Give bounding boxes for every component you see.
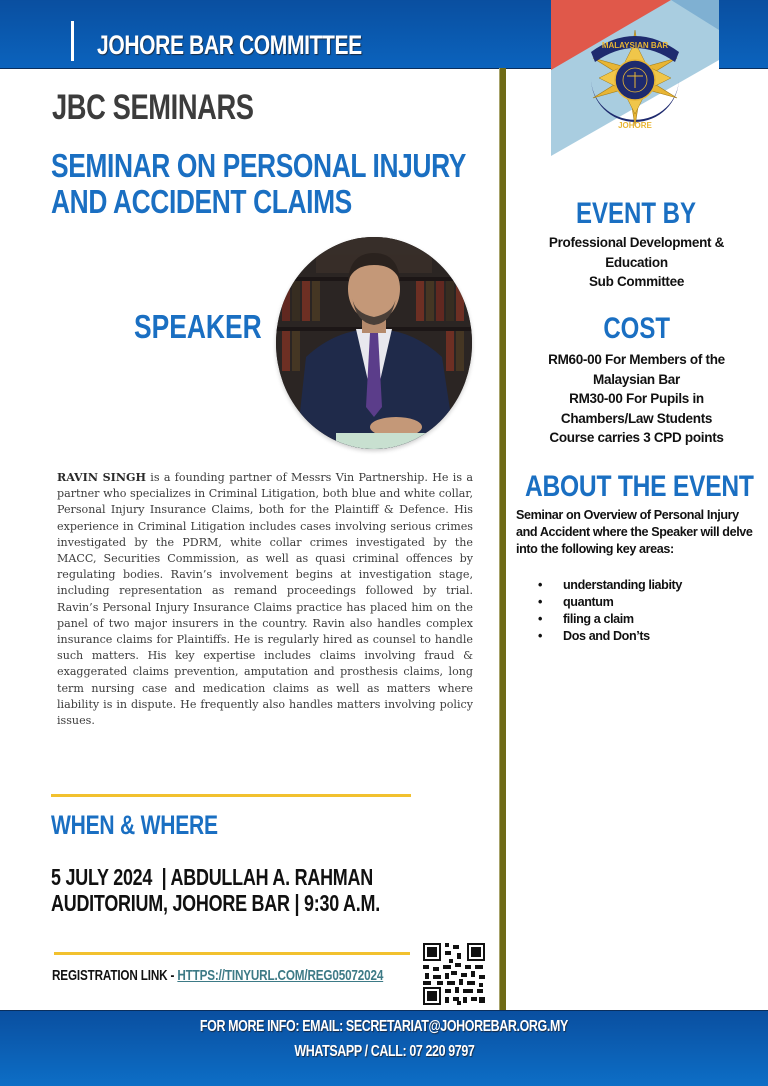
list-item-text: Dos and Don’ts xyxy=(563,629,650,643)
about-event-text: Seminar on Overview of Personal Injury and Accident where the Speaker will delve into the following key areas: xyxy=(516,508,753,556)
cost-title xyxy=(505,312,768,346)
speaker-photo xyxy=(276,237,472,449)
event-by-line: Professional Development & xyxy=(548,235,725,250)
qr-code-icon[interactable] xyxy=(421,941,487,1007)
seminar-title-line-1: SEMINAR ON PERSONAL INJURY xyxy=(51,147,466,184)
cost-line: RM60-00 For Members of the xyxy=(548,352,725,367)
footer-email-line xyxy=(0,1018,768,1036)
footer-email-text: FOR MORE INFO: EMAIL: SECRETARIAT@JOHOREBAR.ORG.MY xyxy=(200,1018,568,1035)
cost-line: Malaysian Bar xyxy=(593,371,680,387)
seminar-title-line-2: AND ACCIDENT CLAIMS xyxy=(51,183,352,220)
list-item-text: filing a claim xyxy=(563,612,634,626)
header-accent-bar xyxy=(71,21,74,61)
section-label: JBC SEMINARS xyxy=(52,88,254,127)
logo-top-text: MALAYSIAN BAR xyxy=(601,41,669,50)
about-event-title: ABOUT THE EVENT xyxy=(525,470,754,503)
footer-phone-line xyxy=(0,1043,768,1061)
event-date-venue-line-2: AUDITORIUM, JOHORE BAR | 9:30 A.M. xyxy=(51,890,380,916)
key-areas-list xyxy=(538,577,682,645)
list-item xyxy=(538,577,682,594)
registration-label: REGISTRATION LINK - xyxy=(52,967,178,984)
bullet-icon: • xyxy=(538,629,543,643)
list-item xyxy=(538,628,682,645)
registration-line xyxy=(52,967,383,984)
list-item xyxy=(538,611,682,628)
speaker-label: SPEAKER xyxy=(134,308,262,345)
event-by-line: Sub Committee xyxy=(588,274,685,289)
bullet-icon: • xyxy=(538,578,543,592)
bullet-icon: • xyxy=(538,612,543,626)
malaysian-bar-logo xyxy=(551,0,719,156)
list-item xyxy=(538,594,682,611)
event-by-line: Education xyxy=(605,254,668,270)
seminar-title xyxy=(51,148,466,220)
cost-line: Course carries 3 CPD points xyxy=(549,430,724,445)
gold-divider xyxy=(51,794,411,797)
speaker-bio-text: is a founding partner of Messrs Vin Partnership. He is a partner who specializes in Criminal Litigation, both blue and white collar, Personal Injury Insurance Claims, both for the Plaintiff & Defence. His experience in Criminal Litigation includes cases involving serious crimes investigated by the PDRM, white collar crimes investigated by the MACC, Securities Commission, as well as quasi criminal offences by regulating bodies. Ravin’s involvement begins at investigation stage, including representation as remand proceedings followed by trial. Ravin’s Personal Injury Insurance Claims practice has placed him on the panel of two major insurers in the country. Ravin also handles complex insurance claims for Plaintiffs. He is regularly hired as counsel to handle such matters. His key expertise includes claims involving fraud & exaggerated claims prevention, amputation and prosthesis claims, long term nursing case and medication claims as well as matters where liability is in dispute. He frequently also handles matters involving policy issues. xyxy=(57,471,474,728)
footer-banner xyxy=(0,1010,768,1086)
speaker-name: RAVIN SINGH xyxy=(57,471,146,484)
list-item-text: understanding liabity xyxy=(563,578,682,592)
cost-title-text: COST xyxy=(603,312,670,345)
when-where-details xyxy=(51,864,380,916)
logo-bottom-text: JOHORE xyxy=(618,121,652,130)
bullet-icon: • xyxy=(538,595,543,609)
cost-text xyxy=(505,350,768,448)
when-where-label: WHEN & WHERE xyxy=(51,810,218,840)
speaker-bio xyxy=(57,470,473,729)
event-by-text xyxy=(505,233,768,292)
event-by-title-text: EVENT BY xyxy=(576,197,697,230)
event-date-venue-line-1: 5 JULY 2024 | ABDULLAH A. RAHMAN xyxy=(51,864,373,890)
event-by-title xyxy=(505,197,768,231)
footer-phone-text: WHATSAPP / CALL: 07 220 9797 xyxy=(293,1043,475,1060)
crest-icon xyxy=(551,0,719,156)
cost-line: Chambers/Law Students xyxy=(560,410,713,426)
cost-line: RM30-00 For Pupils in xyxy=(569,391,704,406)
gold-divider xyxy=(54,952,410,955)
header-title: JOHORE BAR COMMITTEE xyxy=(97,30,362,60)
registration-link[interactable]: HTTPS://TINYURL.COM/REG05072024 xyxy=(177,967,384,984)
list-item-text: quantum xyxy=(563,595,614,609)
